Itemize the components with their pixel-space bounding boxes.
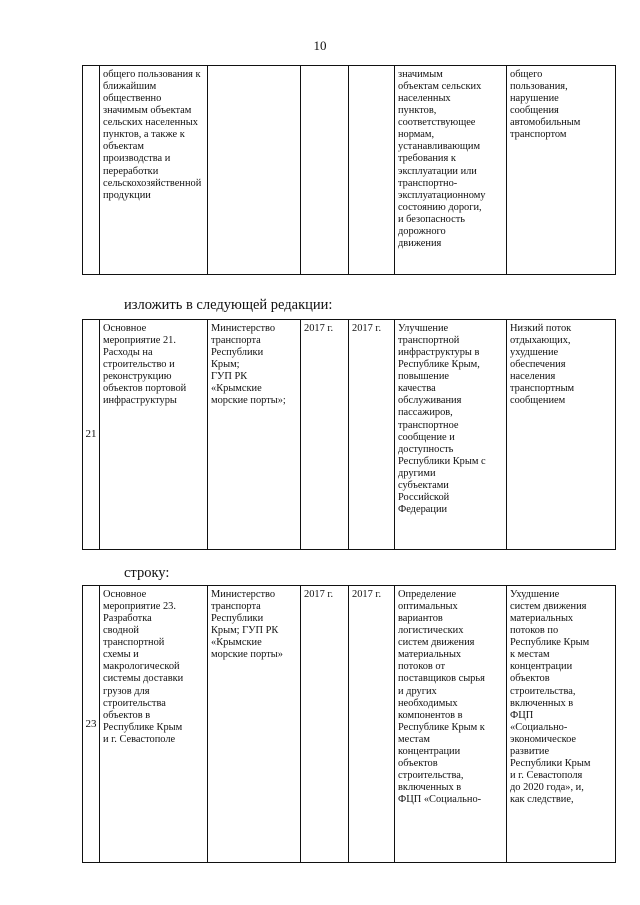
instruction-label-row: строку: bbox=[124, 565, 170, 581]
instruction-label-new-edition: изложить в следующей редакции: bbox=[124, 297, 333, 313]
end-year-cell: 2017 г. bbox=[349, 586, 395, 863]
expected-result-cell: Улучшение транспортной инфраструктуры в Республике Крым, повышение качества обслуживания пассажиров, транспортное сообщение и доступность Республики Крым с другими субъектами Российской Федерации bbox=[395, 320, 507, 550]
table-row bbox=[83, 586, 616, 863]
end-year-cell bbox=[349, 66, 395, 275]
consequence-cell: Ухудшение систем движения материальных потоков по Республике Крым к местам концентрации объектов строительства, включенных в ФЦП «Социально- экономическое развитие Республики Крым и г. Севастополя до 2020 года», и, как следствие, bbox=[507, 586, 616, 863]
executor-cell bbox=[208, 66, 301, 275]
table-continuation bbox=[82, 65, 616, 275]
consequence-cell: общего пользования, нарушение сообщения автомобильным транспортом bbox=[507, 66, 616, 275]
activity-name-cell: Основное мероприятие 21. Расходы на строительство и реконструкцию объектов портовой инфраструктуры bbox=[100, 320, 208, 550]
activity-name-cell: общего пользования к ближайшим общественно значимым объектам сельских населенных пунктов, а также к объектам производства и переработки сельскохозяйственной продукции bbox=[100, 66, 208, 275]
table-new-edition bbox=[82, 319, 616, 550]
table-row bbox=[83, 66, 616, 275]
expected-result-cell: значимым объектам сельских населенных пунктов, соответствующее нормам, устанавливающим требования к эксплуатации или транспортно- эксплуатационному состоянию дороги, и безопасность дорожного движения bbox=[395, 66, 507, 275]
row-number: 23 bbox=[83, 586, 100, 863]
start-year-cell: 2017 г. bbox=[301, 586, 349, 863]
start-year-cell bbox=[301, 66, 349, 275]
executor-cell: Министерство транспорта Республики Крым; ГУП РК «Крымские морские порты»; bbox=[208, 320, 301, 550]
row-number bbox=[83, 66, 100, 275]
consequence-cell: Низкий поток отдыхающих, ухудшение обеспечения населения транспортным сообщением bbox=[507, 320, 616, 550]
expected-result-cell: Определение оптимальных вариантов логистических систем движения материальных потоков от поставщиков сырья и других необходимых компонентов в Республике Крым к местам концентрации объектов строительства, включенных в ФЦП «Социально- bbox=[395, 586, 507, 863]
table-row-23 bbox=[82, 585, 616, 863]
activity-name-cell: Основное мероприятие 23. Разработка сводной транспортной схемы и макрологической системы доставки грузов для строительства объектов в Республике Крым и г. Севастополе bbox=[100, 586, 208, 863]
executor-cell: Министерство транспорта Республики Крым; ГУП РК «Крымские морские порты» bbox=[208, 586, 301, 863]
start-year-cell: 2017 г. bbox=[301, 320, 349, 550]
page-number: 10 bbox=[313, 38, 327, 53]
row-number: 21 bbox=[83, 320, 100, 550]
table-row bbox=[83, 320, 616, 550]
end-year-cell: 2017 г. bbox=[349, 320, 395, 550]
